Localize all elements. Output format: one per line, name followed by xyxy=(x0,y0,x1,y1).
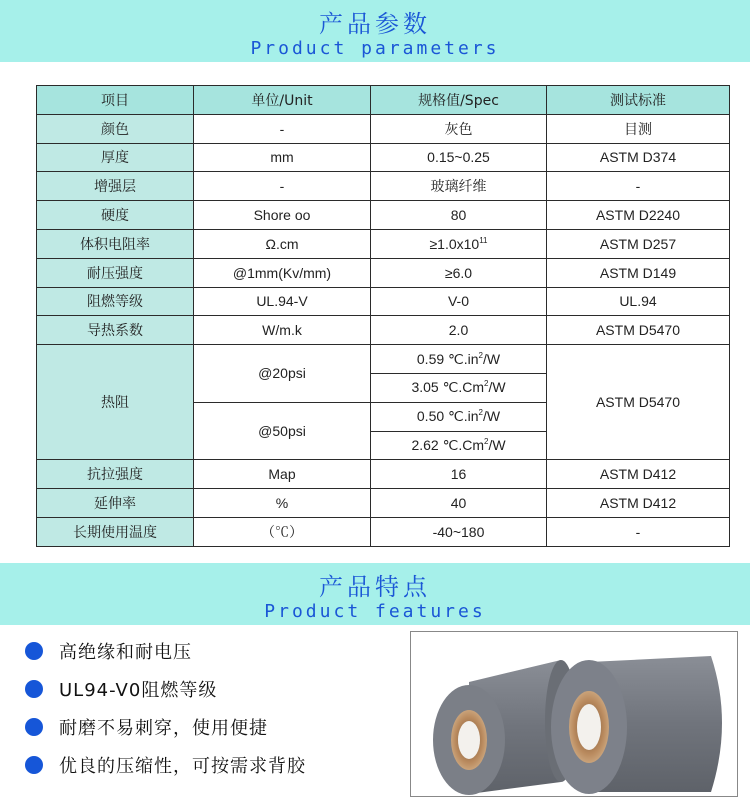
feature-item xyxy=(25,708,395,746)
thermal-unit-20psi: @20psi xyxy=(194,345,371,403)
row-spec: V-0 xyxy=(371,287,547,316)
row-spec: 玻璃纤维 xyxy=(371,172,547,201)
table-row xyxy=(37,287,730,316)
spec-table xyxy=(36,85,730,547)
feature-text: 耐磨不易刺穿，使用便捷 xyxy=(59,718,268,739)
row-spec: $\ge 1.0x10^{11}$ xyxy=(371,229,547,258)
row-standard: ASTM D2240 xyxy=(547,201,730,230)
row-item: 抗拉强度 xyxy=(37,460,194,489)
row-item: 延伸率 xyxy=(37,489,194,518)
features-title-en: Product features xyxy=(264,601,486,622)
row-standard: ASTM D149 xyxy=(547,258,730,287)
row-item: 硬度 xyxy=(37,201,194,230)
row-unit: Map xyxy=(194,460,371,489)
row-spec: 16 xyxy=(371,460,547,489)
feature-text: UL94-V0阻燃等级 xyxy=(59,680,218,701)
thermal-spec: 0.50 $℃.in^2/W$ xyxy=(371,402,547,431)
product-photo xyxy=(410,631,738,797)
table-row xyxy=(37,316,730,345)
table-row xyxy=(37,258,730,287)
row-unit: mm xyxy=(194,143,371,172)
row-standard: - xyxy=(547,517,730,546)
parameters-title-en: Product parameters xyxy=(250,38,500,59)
thermal-spec: 3.05 ℃.Cm$^2$/W xyxy=(371,373,547,402)
row-spec: 0.15~0.25 xyxy=(371,143,547,172)
feature-item xyxy=(25,746,395,784)
thermal-spec: 2.62 ℃.Cm$^2$/W xyxy=(371,431,547,460)
row-item: 导热系数 xyxy=(37,316,194,345)
thermal-spec: 0.59 $℃.in^2/W$ xyxy=(371,345,547,374)
bullet-icon xyxy=(25,756,43,774)
row-spec: -40~180 xyxy=(371,517,547,546)
column-header-spec: 规格值/Spec xyxy=(371,86,547,115)
roll-front xyxy=(551,656,722,794)
features-title-cn: 产品特点 xyxy=(319,573,431,601)
parameters-title-cn: 产品参数 xyxy=(319,10,431,38)
row-spec: 灰色 xyxy=(371,114,547,143)
row-item: 体积电阻率 xyxy=(37,229,194,258)
row-spec: ≥6.0 xyxy=(371,258,547,287)
row-unit: W/m.k xyxy=(194,316,371,345)
feature-text: 优良的压缩性，可按需求背胶 xyxy=(59,756,306,777)
column-header-item: 项目 xyxy=(37,86,194,115)
row-unit: （℃） xyxy=(194,517,371,546)
row-standard: UL.94 xyxy=(547,287,730,316)
table-row xyxy=(37,201,730,230)
row-standard: ASTM D374 xyxy=(547,143,730,172)
row-standard: - xyxy=(547,172,730,201)
row-item: 阻燃等级 xyxy=(37,287,194,316)
row-item: 热阻 xyxy=(37,345,194,460)
row-standard: 目测 xyxy=(547,114,730,143)
table-header-row xyxy=(37,86,730,115)
row-spec: 2.0 xyxy=(371,316,547,345)
table-row xyxy=(37,517,730,546)
row-item: 长期使用温度 xyxy=(37,517,194,546)
row-unit: - xyxy=(194,114,371,143)
row-standard: ASTM D5470 xyxy=(547,316,730,345)
table-row xyxy=(37,489,730,518)
feature-item xyxy=(25,632,395,670)
row-standard: ASTM D412 xyxy=(547,489,730,518)
row-unit: - xyxy=(194,172,371,201)
table-row xyxy=(37,460,730,489)
row-spec: 80 xyxy=(371,201,547,230)
bullet-icon xyxy=(25,680,43,698)
bullet-icon xyxy=(25,642,43,660)
row-standard: ASTM D5470 xyxy=(547,345,730,460)
row-unit: % xyxy=(194,489,371,518)
table-row xyxy=(37,143,730,172)
row-item: 耐压强度 xyxy=(37,258,194,287)
table-row xyxy=(37,229,730,258)
feature-list xyxy=(25,632,395,784)
row-unit: Ω.cm xyxy=(194,229,371,258)
column-header-standard: 测试标准 xyxy=(547,86,730,115)
product-parameters-banner xyxy=(0,0,750,62)
feature-text: 高绝缘和耐电压 xyxy=(59,642,192,663)
feature-item xyxy=(25,670,395,708)
row-item: 增强层 xyxy=(37,172,194,201)
bullet-icon xyxy=(25,718,43,736)
product-features-banner xyxy=(0,563,750,625)
row-spec: 40 xyxy=(371,489,547,518)
thermal-row xyxy=(37,345,730,374)
column-header-unit: 单位/Unit xyxy=(194,86,371,115)
table-row xyxy=(37,114,730,143)
row-unit: UL.94-V xyxy=(194,287,371,316)
row-item: 颜色 xyxy=(37,114,194,143)
material-rolls-image xyxy=(411,632,738,797)
row-item: 厚度 xyxy=(37,143,194,172)
thermal-unit-50psi: @50psi xyxy=(194,402,371,460)
row-standard: ASTM D257 xyxy=(547,229,730,258)
row-unit: Shore oo xyxy=(194,201,371,230)
row-unit: @1mm(Kv/mm) xyxy=(194,258,371,287)
row-standard: ASTM D412 xyxy=(547,460,730,489)
table-row xyxy=(37,172,730,201)
